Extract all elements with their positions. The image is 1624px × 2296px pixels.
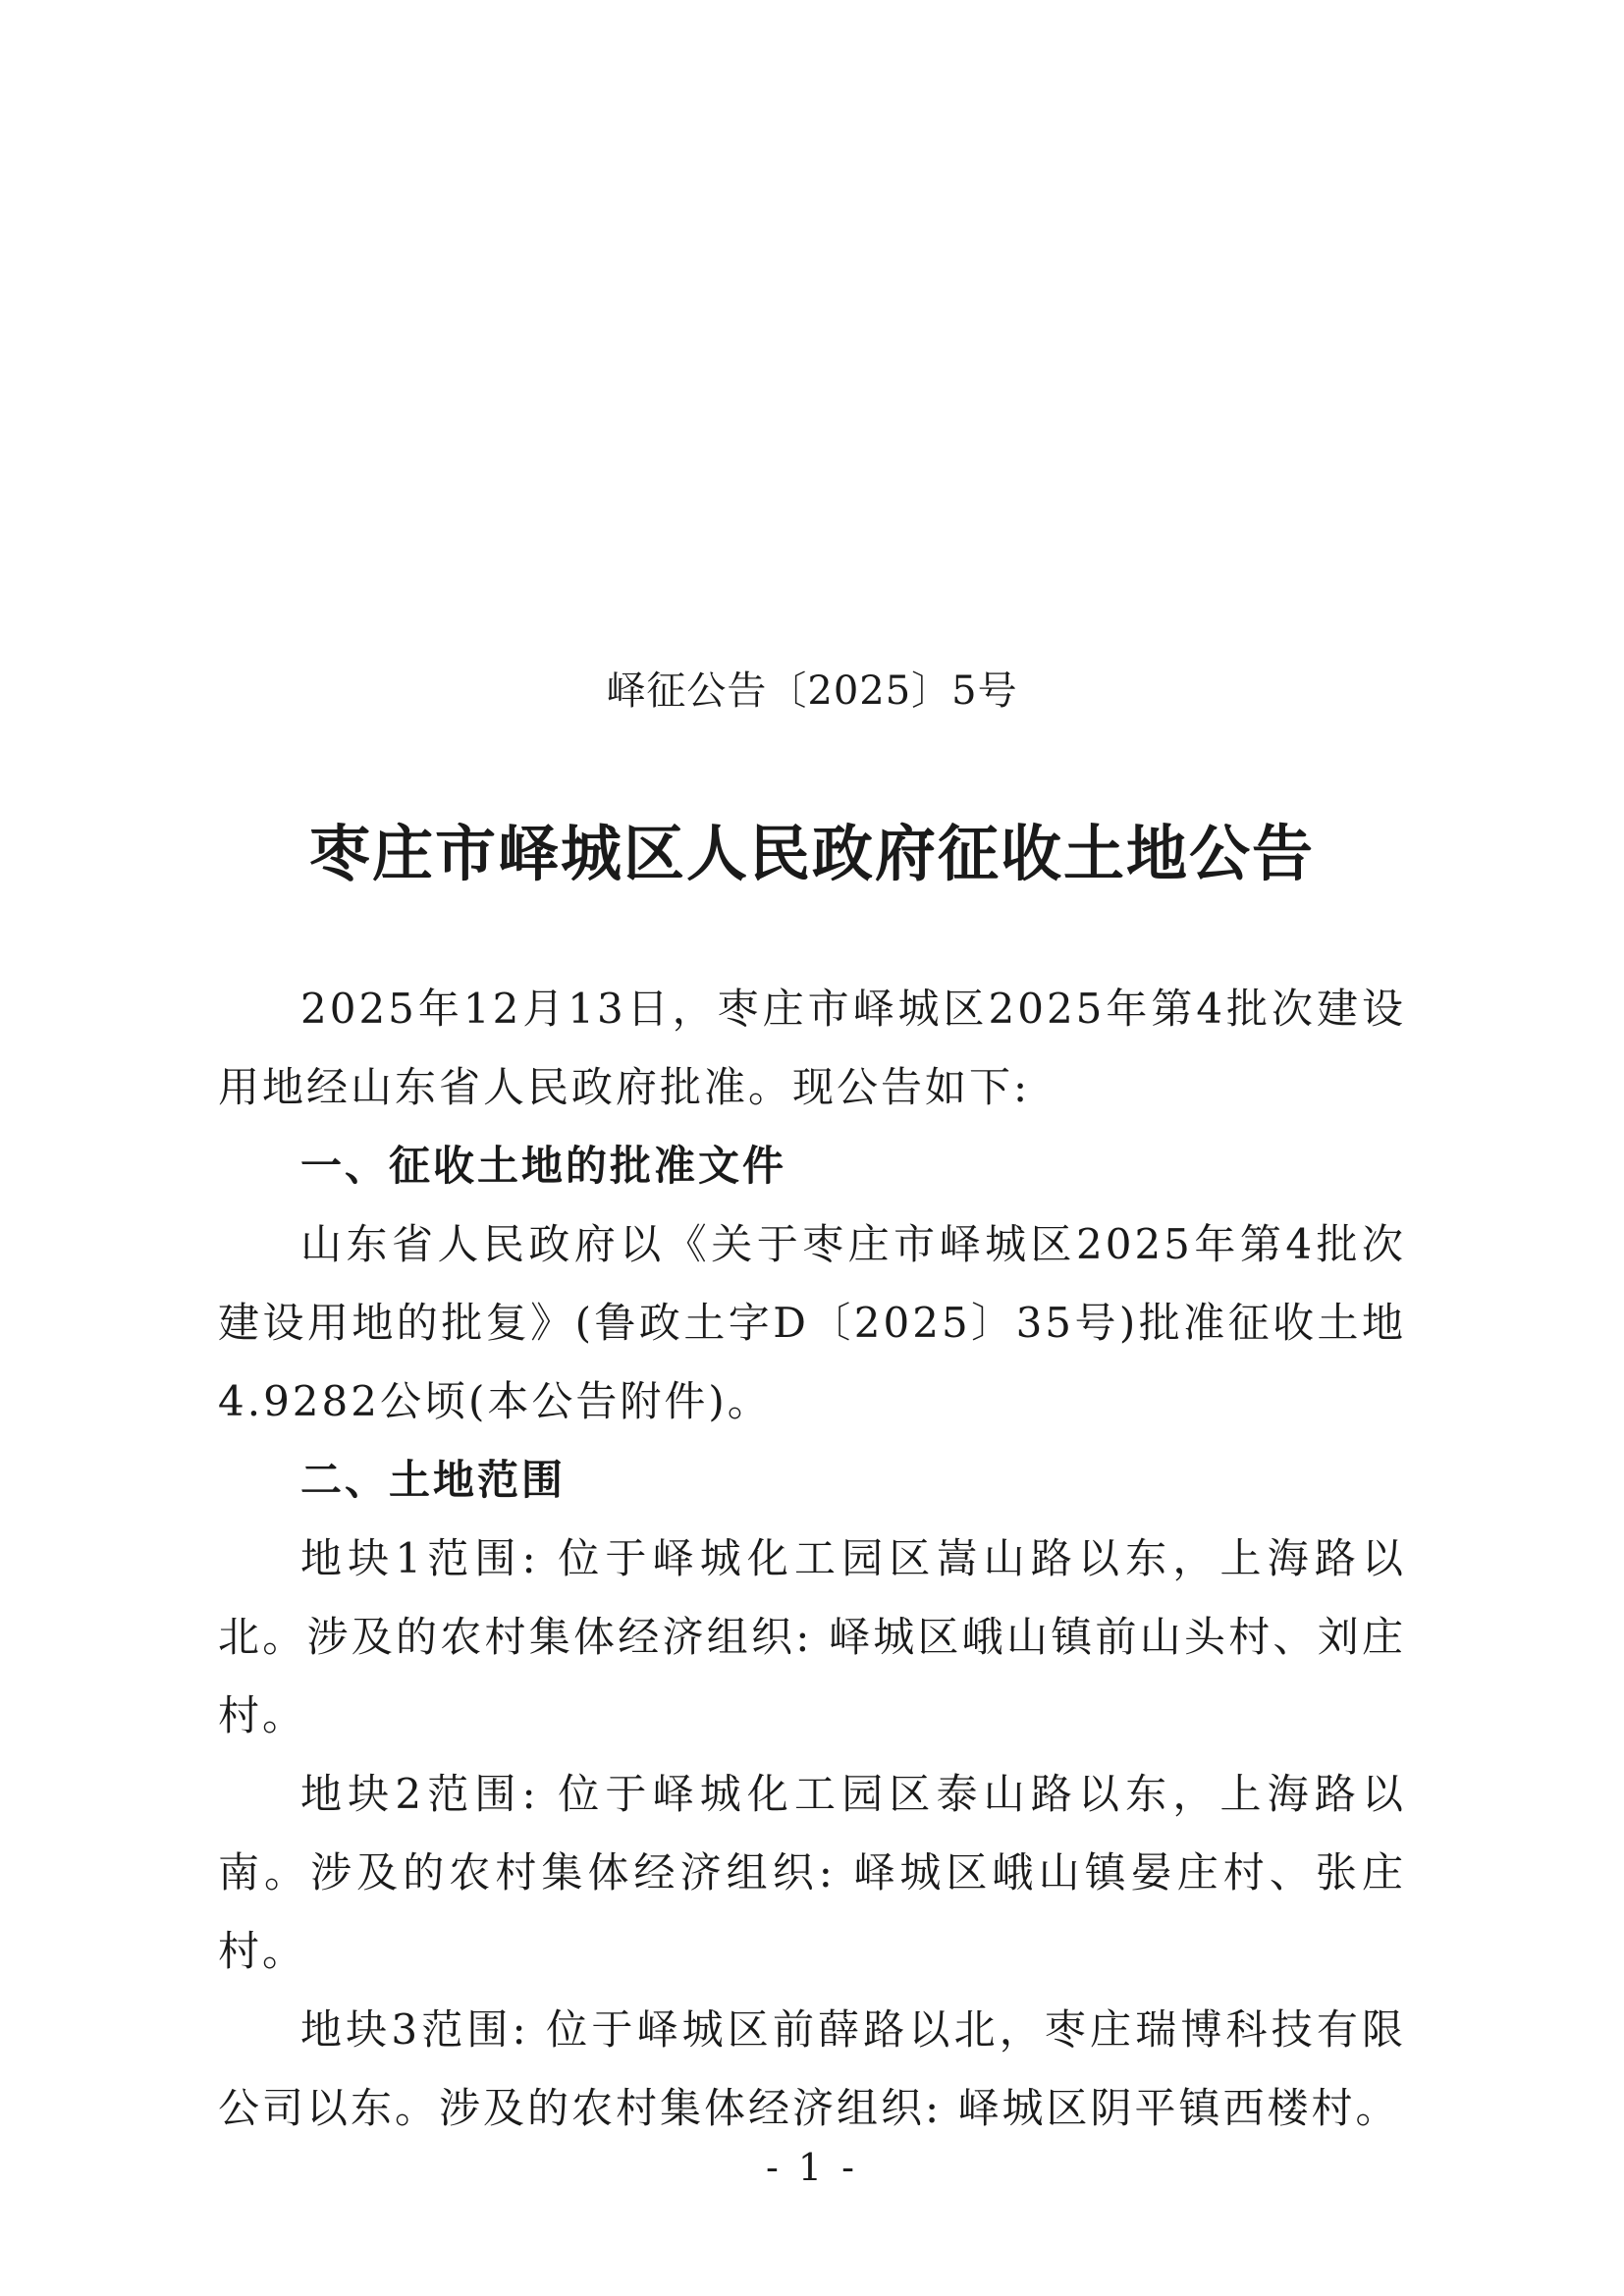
land-parcel-3-paragraph: 地块3范围: 位于峄城区前薛路以北，枣庄瑞博科技有限公司以东。涉及的农村集体经济组织: 峄城区阴平镇西楼村。	[218, 2005, 1406, 2132]
intro-paragraph: 2025年12月13日，枣庄市峄城区2025年第4批次建设用地经山东省人民政府批准。现公告如下:	[218, 985, 1406, 1111]
approval-paragraph: 山东省人民政府以《关于枣庄市峄城区2025年第4批次建设用地的批复》(鲁政土字D〔2025〕35号)批准征收土地4.9282公顷(本公告附件)。	[218, 1220, 1406, 1425]
page-number: - 1 -	[765, 2146, 858, 2189]
land-parcel-1-paragraph: 地块1范围: 位于峄城化工园区嵩山路以东，上海路以北。涉及的农村集体经济组织: 峄城区峨山镇前山头村、刘庄村。	[218, 1534, 1406, 1739]
document-title: 枣庄市峄城区人民政府征收土地公告	[308, 818, 1315, 889]
document-body	[218, 970, 1406, 2148]
document-number: 峄征公告〔2025〕5号	[606, 668, 1018, 714]
section-heading-approval: 一、征收土地的批准文件	[300, 1142, 787, 1190]
section-heading-land-scope: 二、土地范围	[300, 1456, 567, 1504]
land-parcel-2-paragraph: 地块2范围: 位于峄城化工园区泰山路以东，上海路以南。涉及的农村集体经济组织: 峄城区峨山镇晏庄村、张庄村。	[218, 1770, 1406, 1975]
